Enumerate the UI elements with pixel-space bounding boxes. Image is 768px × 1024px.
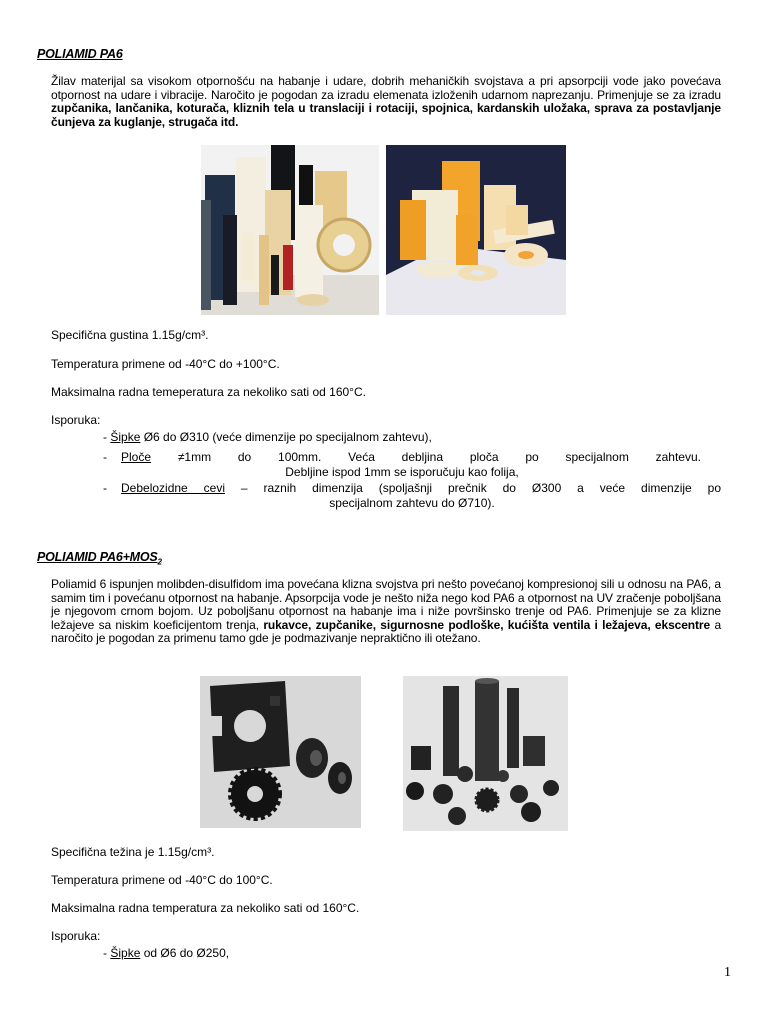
paragraph-bold-text: zupčanika, lančanika, koturača, kliznih tela u translaciji i rotaciji, spojnica, kardanskih uložaka, sprava za postavljanje čunjeva za kuglanje, strugača itd. (51, 101, 721, 129)
section-heading-pa6: POLIAMID PA6 (37, 47, 123, 61)
product-photo-black-parts (200, 676, 361, 828)
paragraph-bold-text: rukavce, zupčanike, sigurnosne podloške, kućišta ventila i ležajeva, ekscentre (263, 617, 711, 632)
paragraph-text: a naročito je pogodan za primenu tamo gde je podmazivanje nepraktično ili otežano. (51, 617, 722, 646)
supply-link-rods[interactable]: Šipke (110, 946, 141, 960)
supply-link-tubes[interactable]: Debelozidne cevi (121, 481, 225, 495)
supply-prefix: - (103, 430, 111, 444)
blocks-illustration (386, 145, 566, 315)
supply-label: Isporuka: (51, 929, 101, 943)
density-text: Specifična težina je 1.15g/cm³. (51, 845, 215, 859)
page-number: 1 (724, 965, 731, 980)
supply-line (103, 481, 721, 495)
product-photo-rods (201, 145, 379, 315)
max-temperature-text: Maksimalna radna temperatura za nekoliko sati od 160°C. (51, 901, 360, 915)
supply-prefix: - (103, 946, 111, 960)
paragraph-text: Žilav materijal sa visokom otpornošću na habanje i udare, dobrih mehaničkih svojstava a pri apsorpciji vode jako povećava otpornost na udare i vibracije. Naročito je pogodan za izradu elemenata izloženih udarnom naprezanju. Primenjuje se za izradu (51, 74, 721, 102)
max-temperature-text: Maksimalna radna temeperatura za nekoliko sati od 160°C. (51, 385, 366, 399)
product-photo-blocks (386, 145, 566, 315)
section-heading-pa6-mos2 (37, 550, 162, 567)
supply-text-plates (107, 450, 701, 464)
supply-rest: ≠1mm do 100mm. Veća debljina ploča po specijalnom zahtevu. (151, 450, 701, 464)
supply-item-rods (103, 946, 229, 960)
supply-rest: Ø6 do Ø310 (veće dimenzije po specijalnom zahtevu), (140, 430, 432, 444)
density-text: Specifična gustina 1.15g/cm³. (51, 328, 209, 342)
supply-label: Isporuka: (51, 413, 101, 427)
section-paragraph-pa6-mos2 (51, 578, 721, 646)
rods-illustration (201, 145, 379, 315)
paragraph-text: Poliamid 6 ispunjen molibden-disulfidom ima povećana klizna svojstva pri nešto povećanoj kompresionoj sili u odnosu na PA6, a samim tim i povećanu otpornost na habanje. Apsorpcija vode je nešto niža nego kod PA6 a otpornost na UV zračenje poboljšana je njegovom crnom bojom. Uz poboljšanu otpornost na habanje ima i niže površinsko trenje od PA6. Primenjuje se za klizne ležajeve sa niskim koeficijentom trenja, (51, 577, 721, 632)
product-photo-black-rods (403, 676, 568, 831)
supply-link-rods[interactable]: Šipke (110, 430, 141, 444)
temperature-text: Temperatura primene od -40°C do 100°C. (51, 873, 273, 887)
supply-continuation: specijalnom zahtevu do Ø710). (329, 496, 495, 510)
supply-item-rods (103, 430, 432, 444)
heading-text: POLIAMID PA6+MOS (37, 550, 158, 564)
supply-prefix: - (103, 481, 107, 495)
supply-item-tubes (103, 481, 721, 510)
black-rods-illustration (403, 676, 568, 831)
supply-prefix: - (103, 450, 107, 464)
gears-illustration (200, 676, 361, 828)
heading-subscript: 2 (157, 557, 162, 567)
supply-rest: – raznih dimenzija (spoljašnji prečnik do Ø300 a veće dimenzije po (224, 481, 721, 495)
supply-continuation: Debljine ispod 1mm se isporučuju kao folija, (285, 465, 519, 479)
temperature-text: Temperatura primene od -40°C do +100°C. (51, 357, 280, 371)
section-paragraph-pa6 (51, 75, 721, 129)
supply-line (103, 450, 701, 464)
supply-item-plates (103, 450, 701, 479)
supply-text-tubes (107, 481, 721, 495)
supply-link-plates[interactable]: Ploče (121, 450, 152, 464)
supply-rest: od Ø6 do Ø250, (140, 946, 230, 960)
